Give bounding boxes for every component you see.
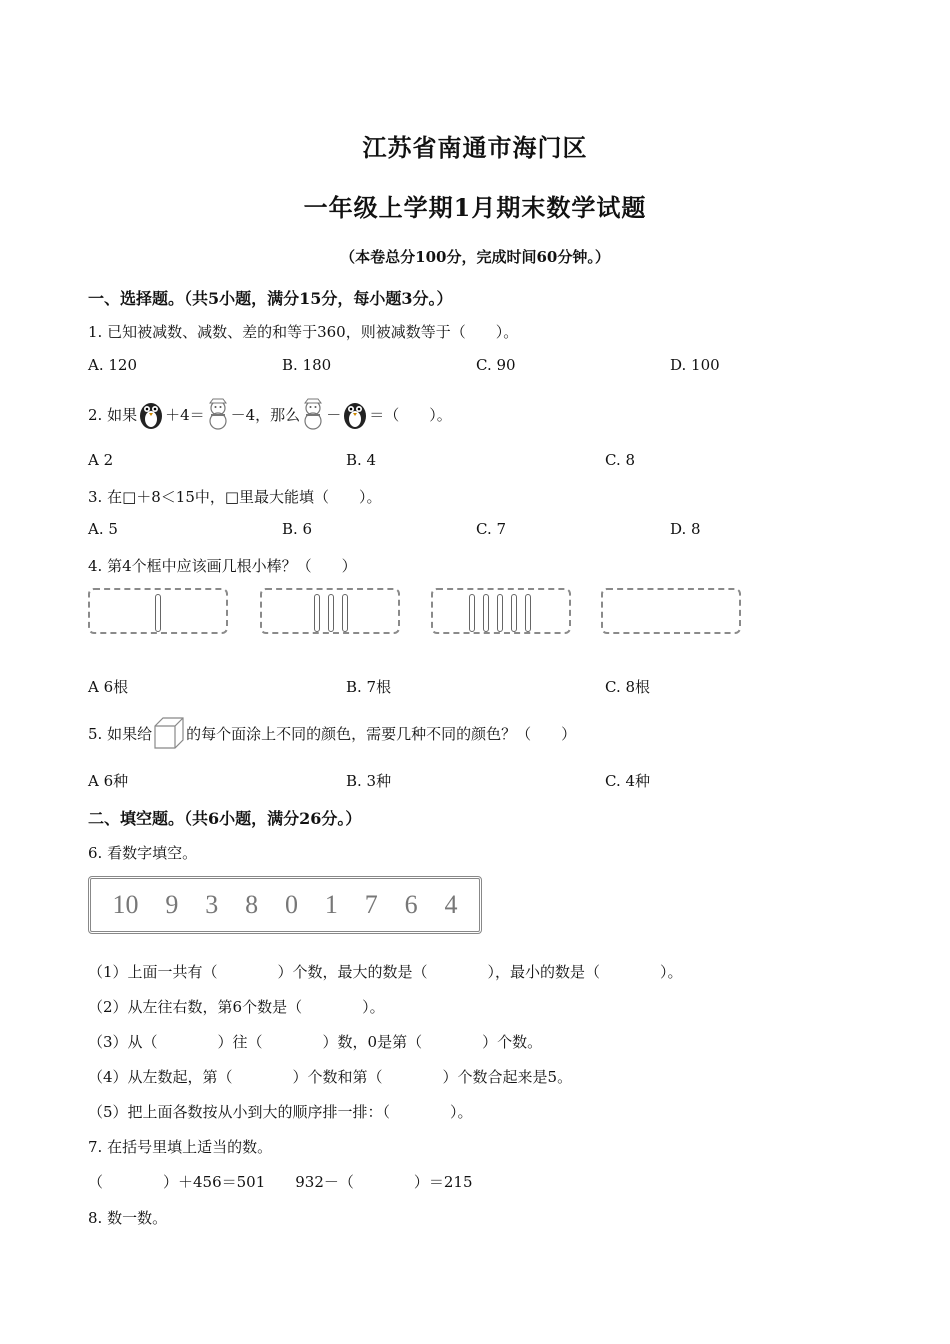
number-card: 4 bbox=[444, 890, 458, 919]
stick bbox=[328, 594, 334, 632]
stick-box-2 bbox=[260, 588, 400, 634]
stick-box-3 bbox=[431, 588, 571, 634]
q1-option-a[interactable]: A. 120 bbox=[88, 356, 137, 374]
question-5 bbox=[88, 714, 576, 756]
number-card: 6 bbox=[404, 890, 418, 919]
stick bbox=[342, 594, 348, 632]
snowman-icon bbox=[205, 398, 231, 434]
number-card: 1 bbox=[324, 890, 338, 919]
exam-subtitle: （本卷总分100分，完成时间60分钟。） bbox=[340, 248, 610, 266]
q1-option-d[interactable]: D. 100 bbox=[670, 356, 720, 374]
question-6: 6. 看数字填空。 bbox=[88, 844, 198, 862]
stick bbox=[525, 594, 531, 632]
question-3: 3. 在□＋8＜15中，□里最大能填（ ）。 bbox=[88, 488, 382, 506]
q1-option-c[interactable]: C. 90 bbox=[476, 356, 516, 374]
cube-icon bbox=[152, 714, 186, 756]
number-card: 7 bbox=[364, 890, 378, 919]
q2-suffix: ＝（ ）。 bbox=[369, 406, 452, 424]
q2-option-b[interactable]: B. 4 bbox=[346, 451, 377, 469]
section-heading-fill: 二、填空题。（共6小题，满分26分。） bbox=[88, 809, 362, 828]
question-1: 1. 已知被减数、减数、差的和等于360，则被减数等于（ ）。 bbox=[88, 323, 519, 341]
q3-option-c[interactable]: C. 7 bbox=[476, 520, 507, 538]
q5-suffix: 的每个面涂上不同的颜色，需要几种不同的颜色？（ ） bbox=[186, 725, 577, 743]
q4-option-a[interactable]: A 6根 bbox=[88, 678, 129, 696]
number-card: 10 bbox=[112, 890, 139, 919]
q4-option-c[interactable]: C. 8根 bbox=[605, 678, 651, 696]
question-4: 4. 第4个框中应该画几根小棒？（ ） bbox=[88, 557, 357, 575]
q3-option-b[interactable]: B. 6 bbox=[282, 520, 313, 538]
penguin-icon bbox=[341, 398, 369, 434]
number-strip bbox=[88, 876, 482, 934]
snowman-icon bbox=[300, 398, 326, 434]
penguin-icon bbox=[137, 398, 165, 434]
stick bbox=[469, 594, 475, 632]
number-card: 9 bbox=[165, 890, 179, 919]
q6-sub-5[interactable]: （5）把上面各数按从小到大的顺序排一排：（ ）。 bbox=[88, 1103, 473, 1121]
stick bbox=[314, 594, 320, 632]
q7-equations[interactable]: （ ）＋456＝501 932－（ ）＝215 bbox=[88, 1173, 473, 1191]
q5-option-a[interactable]: A 6种 bbox=[88, 772, 129, 790]
stick bbox=[483, 594, 489, 632]
stick bbox=[155, 594, 161, 632]
q6-sub-4[interactable]: （4）从左数起，第（ ）个数和第（ ）个数合起来是5。 bbox=[88, 1068, 573, 1086]
stick bbox=[497, 594, 503, 632]
number-card: 0 bbox=[284, 890, 298, 919]
number-card: 3 bbox=[205, 890, 219, 919]
q6-sub-3[interactable]: （3）从（ ）往（ ）数，0是第（ ）个数。 bbox=[88, 1033, 543, 1051]
q4-option-b[interactable]: B. 7根 bbox=[346, 678, 392, 696]
stick-box-4-empty[interactable] bbox=[601, 588, 741, 634]
q2-prefix: 2. 如果 bbox=[88, 406, 138, 424]
exam-title-region: 江苏省南通市海门区 bbox=[362, 133, 588, 162]
q5-option-b[interactable]: B. 3种 bbox=[346, 772, 392, 790]
q6-sub-2[interactable]: （2）从左往右数，第6个数是（ ）。 bbox=[88, 998, 385, 1016]
question-7: 7. 在括号里填上适当的数。 bbox=[88, 1138, 273, 1156]
q3-option-a[interactable]: A. 5 bbox=[88, 520, 118, 538]
question-2 bbox=[88, 398, 452, 434]
q2-mid1: ＋4＝ bbox=[165, 406, 205, 424]
stick-box-1 bbox=[88, 588, 228, 634]
stick bbox=[511, 594, 517, 632]
q2-mid3: － bbox=[326, 406, 342, 424]
question-8: 8. 数一数。 bbox=[88, 1209, 168, 1227]
q2-option-a[interactable]: A 2 bbox=[88, 451, 114, 469]
section-heading-choice: 一、选择题。（共5小题，满分15分，每小题3分。） bbox=[88, 289, 453, 308]
q2-mid2: －4，那么 bbox=[230, 406, 301, 424]
number-card: 8 bbox=[245, 890, 259, 919]
exam-title: 一年级上学期1月期末数学试题 bbox=[303, 193, 647, 222]
q2-option-c[interactable]: C. 8 bbox=[605, 451, 636, 469]
q3-option-d[interactable]: D. 8 bbox=[670, 520, 701, 538]
q5-option-c[interactable]: C. 4种 bbox=[605, 772, 651, 790]
q6-sub-1[interactable]: （1）上面一共有（ ）个数，最大的数是（ ），最小的数是（ ）。 bbox=[88, 963, 683, 981]
q1-option-b[interactable]: B. 180 bbox=[282, 356, 332, 374]
q5-prefix: 5. 如果给 bbox=[88, 725, 153, 743]
